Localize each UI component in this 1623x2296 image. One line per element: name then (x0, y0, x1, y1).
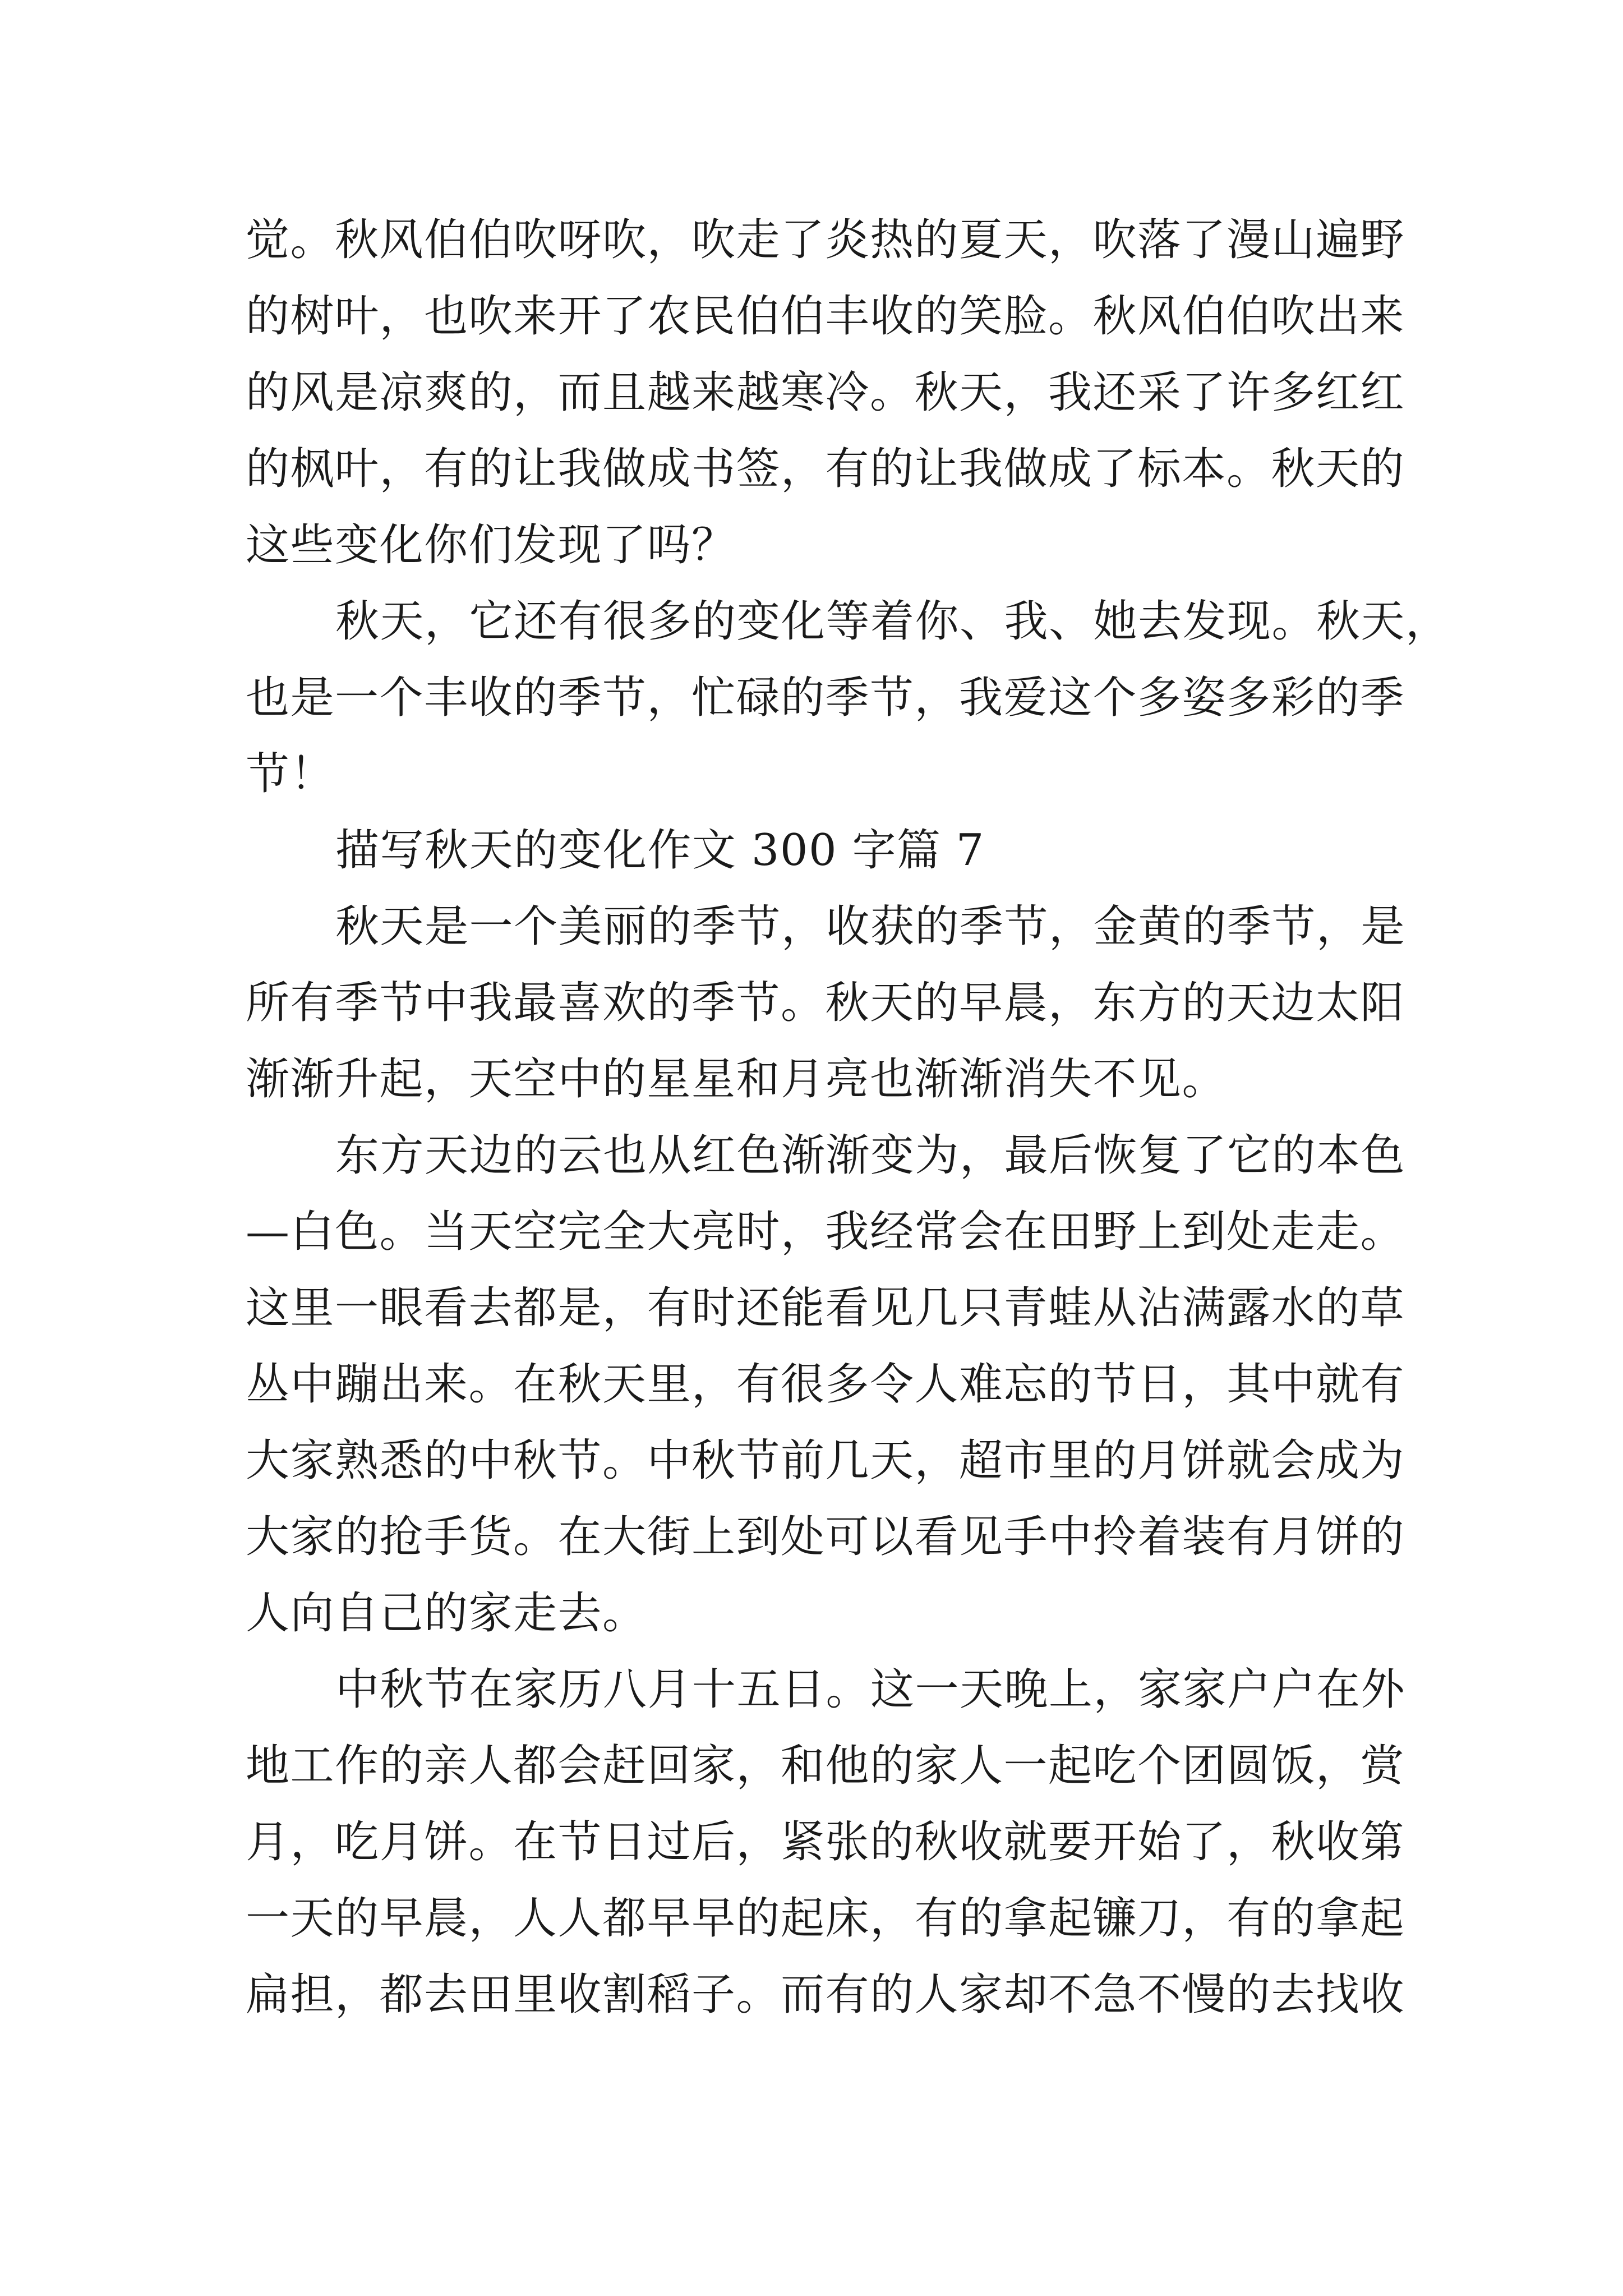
text-line: 觉。秋风伯伯吹呀吹，吹走了炎热的夏天，吹落了漫山遍野 (246, 215, 1405, 265)
text-line: 的枫叶，有的让我做成书签，有的让我做成了标本。秋天的 (246, 444, 1405, 494)
text-line: 人向自己的家走去。 (246, 1588, 647, 1639)
text-line: 大家的抢手货。在大街上到处可以看见手中拎着装有月饼的 (246, 1512, 1405, 1562)
text-line: 所有季节中我最喜欢的季节。秋天的早晨，东方的天边太阳 (246, 978, 1405, 1028)
text-line: 这里一眼看去都是，有时还能看见几只青蛙从沾满露水的草 (246, 1283, 1405, 1333)
text-line: 秋天是一个美丽的季节，收获的季节，金黄的季节，是 (335, 901, 1406, 952)
text-line: 丛中蹦出来。在秋天里，有很多令人难忘的节日，其中就有 (246, 1359, 1405, 1410)
text-line: 秋天，它还有很多的变化等着你、我、她去发现。秋天， (335, 596, 1450, 647)
text-line: 也是一个丰收的季节，忙碌的季节，我爱这个多姿多彩的季 (246, 673, 1405, 723)
text-line: 的风是凉爽的，而且越来越寒冷。秋天，我还采了许多红红 (246, 367, 1405, 418)
text-line: 地工作的亲人都会赶回家，和他的家人一起吃个团圆饭，赏 (246, 1741, 1405, 1791)
text-line: 的树叶，也吹来开了农民伯伯丰收的笑脸。秋风伯伯吹出来 (246, 291, 1405, 342)
text-line: 节！ (246, 749, 335, 799)
text-line: —白色。当天空完全大亮时，我经常会在田野上到处走走。 (246, 1207, 1405, 1257)
section-heading: 描写秋天的变化作文 300 字篇 7 (335, 825, 985, 876)
text-line: 月，吃月饼。在节日过后，紧张的秋收就要开始了，秋收第 (246, 1817, 1405, 1867)
article-body (246, 202, 1450, 2033)
text-line: 东方天边的云也从红色渐渐变为，最后恢复了它的本色 (335, 1130, 1406, 1181)
text-line: 扁担，都去田里收割稻子。而有的人家却不急不慢的去找收 (246, 1970, 1405, 2020)
text-line: 大家熟悉的中秋节。中秋节前几天，超市里的月饼就会成为 (246, 1435, 1405, 1486)
text-line: 中秋节在家历八月十五日。这一天晚上，家家户户在外 (335, 1664, 1406, 1715)
text-line: 一天的早晨，人人都早早的起床，有的拿起镰刀，有的拿起 (246, 1893, 1405, 1944)
text-line: 这些变化你们发现了吗？ (246, 520, 736, 570)
text-line: 渐渐升起，天空中的星星和月亮也渐渐消失不见。 (246, 1054, 1227, 1105)
